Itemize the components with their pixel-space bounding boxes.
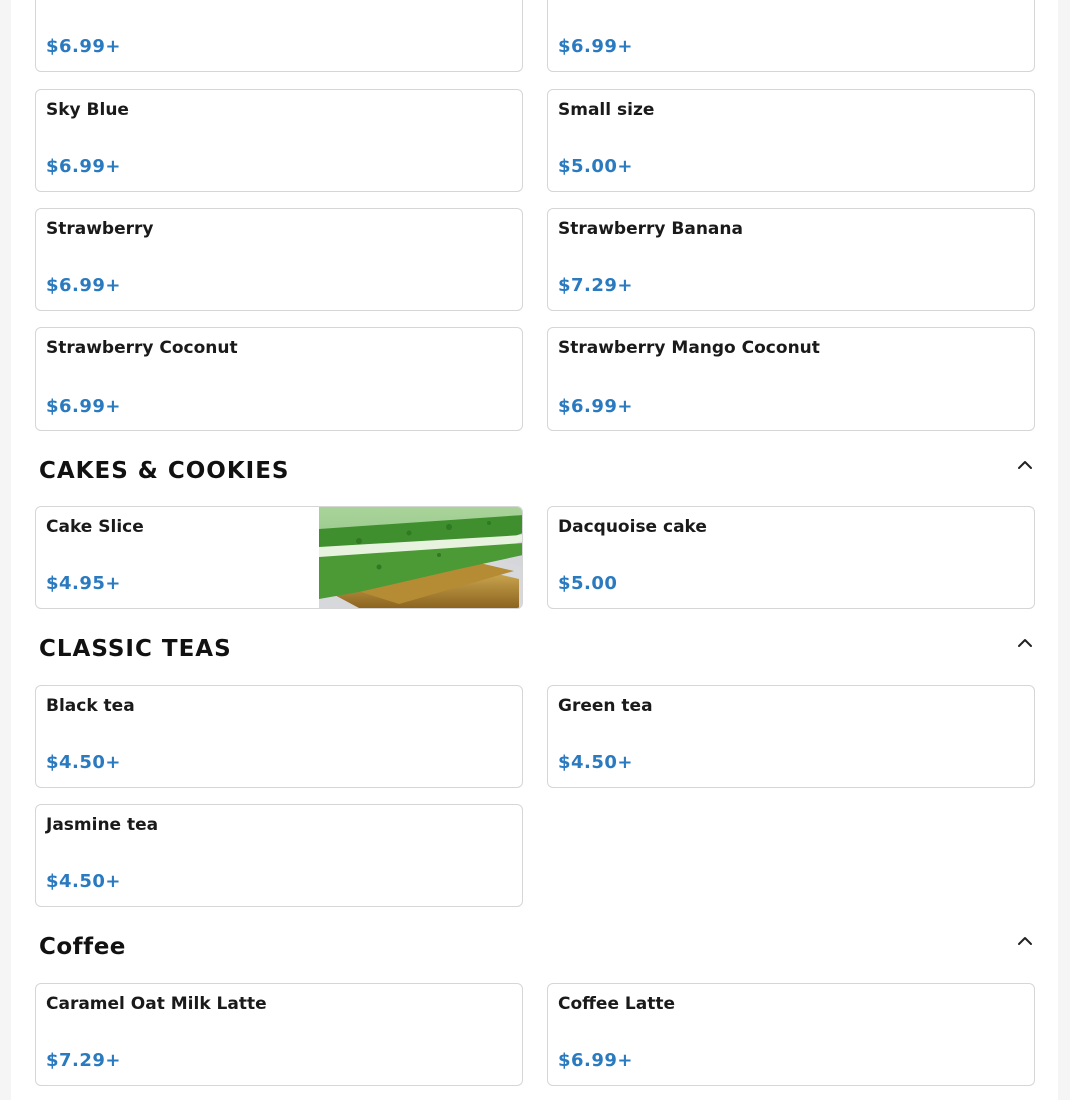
chevron-up-icon[interactable] bbox=[1014, 635, 1036, 651]
section-title-cakes: CAKES & COOKIES bbox=[39, 458, 290, 484]
item-price: $6.99+ bbox=[46, 156, 122, 177]
section-title-coffee: Coffee bbox=[39, 934, 126, 960]
item-price: $7.29+ bbox=[558, 275, 634, 296]
item-price: $5.00 bbox=[558, 573, 618, 594]
menu-item-card[interactable] bbox=[35, 804, 523, 907]
menu-item-card[interactable] bbox=[35, 208, 523, 311]
menu-item-card[interactable] bbox=[547, 89, 1035, 192]
item-name: Sky Blue bbox=[46, 100, 129, 120]
menu-item-card[interactable] bbox=[547, 208, 1035, 311]
cake-slice-image bbox=[319, 507, 523, 608]
item-name: Jasmine tea bbox=[46, 815, 159, 835]
section-title-classic-teas: CLASSIC TEAS bbox=[39, 636, 232, 662]
menu-page bbox=[11, 0, 1058, 1100]
item-name: Coffee Latte bbox=[558, 994, 675, 1014]
item-price: $4.50+ bbox=[46, 752, 122, 773]
item-price: $7.29+ bbox=[46, 1050, 122, 1071]
menu-item-card[interactable] bbox=[547, 685, 1035, 788]
menu-item-card[interactable] bbox=[35, 685, 523, 788]
menu-item-card[interactable] bbox=[547, 0, 1035, 72]
chevron-up-icon[interactable] bbox=[1014, 933, 1036, 949]
item-price: $4.95+ bbox=[46, 573, 122, 594]
item-name: Dacquoise cake bbox=[558, 517, 707, 537]
item-price: $6.99+ bbox=[46, 396, 122, 417]
item-name: Black tea bbox=[46, 696, 135, 716]
menu-item-card[interactable] bbox=[35, 506, 523, 609]
menu-item-card[interactable] bbox=[547, 983, 1035, 1086]
item-name: Strawberry Banana bbox=[558, 219, 743, 239]
item-price: $6.99+ bbox=[558, 396, 634, 417]
item-name: Cake Slice bbox=[46, 517, 144, 537]
item-name: Strawberry Coconut bbox=[46, 338, 238, 358]
menu-item-card[interactable] bbox=[35, 327, 523, 431]
menu-item-card[interactable] bbox=[547, 327, 1035, 431]
item-price: $6.99+ bbox=[558, 1050, 634, 1071]
item-name: Small size bbox=[558, 100, 655, 120]
item-price: $6.99+ bbox=[46, 275, 122, 296]
item-name: Green tea bbox=[558, 696, 653, 716]
item-name: Caramel Oat Milk Latte bbox=[46, 994, 267, 1014]
item-price: $4.50+ bbox=[558, 752, 634, 773]
menu-item-card[interactable] bbox=[35, 89, 523, 192]
item-price: $6.99+ bbox=[46, 36, 122, 57]
item-name: Strawberry Mango Coconut bbox=[558, 338, 820, 358]
menu-item-card[interactable] bbox=[35, 983, 523, 1086]
item-price: $6.99+ bbox=[558, 36, 634, 57]
item-price: $4.50+ bbox=[46, 871, 122, 892]
item-name: Strawberry bbox=[46, 219, 154, 239]
chevron-up-icon[interactable] bbox=[1014, 457, 1036, 473]
menu-item-card[interactable] bbox=[547, 506, 1035, 609]
item-price: $5.00+ bbox=[558, 156, 634, 177]
menu-item-card[interactable] bbox=[35, 0, 523, 72]
